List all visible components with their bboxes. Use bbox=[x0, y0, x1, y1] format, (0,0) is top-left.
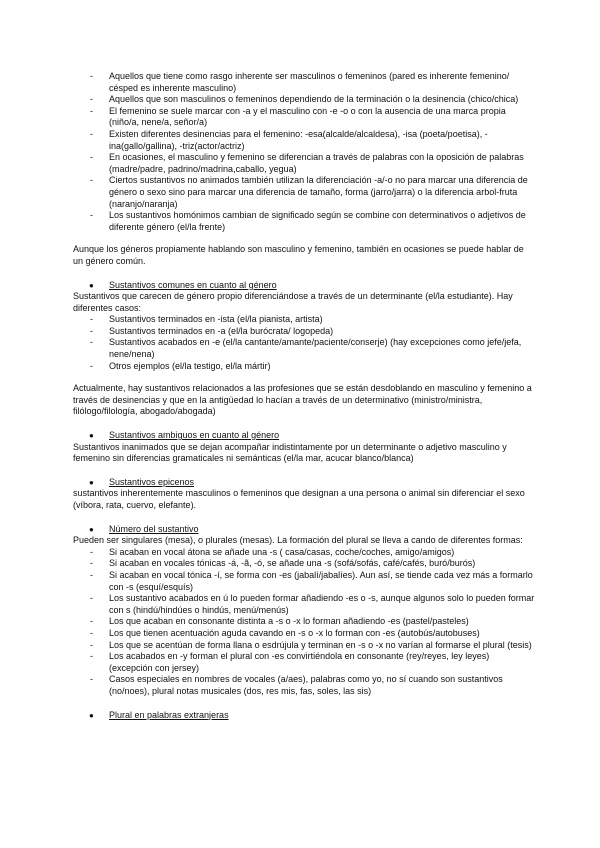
list-item: - El femenino se suele marcar con -a y el masculino con -e -o o con la ausencia de una marca propia (niño/a, nene/a, señor/a) bbox=[73, 106, 535, 129]
bullet-icon: ● bbox=[89, 710, 94, 720]
list-item: - Casos especiales en nombres de vocales (a/aes), palabras como yo, no sí cuando son sustantivos (no/noes), plural notas musicales (dos, res mis, fas, soles, las sis) bbox=[73, 674, 535, 697]
section-description: Sustantivos que carecen de género propio diferenciándose a través de un determinante (el/la estudiante). Hay diferentes casos: bbox=[73, 291, 513, 313]
section-heading-numero bbox=[73, 524, 535, 536]
comunes-list bbox=[73, 314, 535, 372]
list-item: - Si acaban en vocal átona se añade una -s ( casa/casas, coche/coches, amigo/amigos) bbox=[73, 547, 535, 559]
bullet-icon: ● bbox=[89, 524, 94, 534]
list-item: - Aquellos que tiene como rasgo inherente ser masculinos o femeninos (pared es inherente femenino/ césped es inherente masculino) bbox=[73, 71, 535, 94]
section-title: Sustantivos epicenos bbox=[109, 476, 195, 487]
list-item: - Si acaban en vocales tónicas -á, -ã, -ó, se añade una -s (sofá/sofás, café/cafés, buró/burós) bbox=[73, 558, 535, 570]
paragraph-generos: Aunque los géneros propiamente hablando son masculino y femenino, también en ocasiones se puede hablar de un género común. bbox=[73, 244, 524, 266]
section-heading-comunes bbox=[73, 280, 535, 292]
section-heading-extranjeras bbox=[73, 710, 535, 722]
bullet-icon: ● bbox=[89, 431, 94, 441]
list-item: - Si acaban en vocal tónica -í, se forma con -es (jabalí/jabalíes). Aun así, se tiende cada vez más a formarlo con -s (esquí/esquís) bbox=[73, 570, 535, 593]
list-item: - Existen diferentes desinencias para el femenino: -esa(alcalde/alcaldesa), -isa (poeta/poetisa), -ina(gallo/gallina), -triz(actor/actriz) bbox=[73, 129, 535, 152]
document-body bbox=[73, 71, 535, 721]
list-item: - Los que acaban en consonante distinta a -s o -x lo forman añadiendo -es (pastel/pasteles) bbox=[73, 616, 535, 628]
section-title: Número del sustantivo bbox=[109, 523, 199, 534]
plural-rules-list bbox=[73, 547, 535, 698]
section-title: Plural en palabras extranjeras bbox=[109, 709, 229, 720]
section-description: Pueden ser singulares (mesa), o plurales (mesas). La formación del plural se lleva a cando de diferentes formas: bbox=[73, 535, 523, 546]
bullet-icon: ● bbox=[89, 477, 94, 487]
bullet-icon: ● bbox=[89, 280, 94, 290]
list-item: - Sustantivos terminados en -ista (el/la pianista, artista) bbox=[73, 314, 535, 326]
list-item: - Aquellos que son masculinos o femeninos dependiendo de la terminación o la desinencia (chico/chica) bbox=[73, 94, 535, 106]
list-item: - En ocasiones, el masculino y femenino se diferencian a través de palabras con la oposición de palabras (madre/padre, padrino/madrina,caballo, yegua) bbox=[73, 152, 535, 175]
list-item: - Los acabados en -y forman el plural con -es convirtiéndola en consonante (rey/reyes, ley leyes) (excepción con jersey) bbox=[73, 651, 535, 674]
list-item: - Otros ejemplos (el/la testigo, el/la mártir) bbox=[73, 361, 535, 373]
list-item: - Sustantivos acabados en -e (el/la cantante/amante/paciente/conserje) (hay excepciones como jefe/jefa, nene/nena) bbox=[73, 337, 535, 360]
list-item: - Ciertos sustantivos no animados también utilizan la diferenciación -a/-o no para marcar una diferencia de género o sexo sino para marcar una diferencia de tamaño, forma (jarro/jarra) o la diferencia arbol-fruta (naranjo/naranja) bbox=[73, 175, 535, 210]
section-description: sustantivos inherentemente masculinos o femeninos que designan a una persona o animal sin diferenciar el sexo (víbora, rata, cuervo, elefante). bbox=[73, 488, 525, 510]
list-item: - Los sustantivos homónimos cambian de significado según se combine con determinativos o adjetivos de diferente género (el/la frente) bbox=[73, 210, 535, 233]
list-item: - Los que se acentúan de forma llana o esdrújula y terminan en -s o -x no varían al formarse el plural (tesis) bbox=[73, 640, 535, 652]
paragraph-profesiones: Actualmente, hay sustantivos relacionados a las profesiones que se están desdoblando en masculino y femenino a través de desinencias y que en la antigüedad lo hacían a través de un determinativo (ministro/ministra, filólogo/filología, abogado/abogada) bbox=[73, 383, 532, 417]
section-title: Sustantivos comunes en cuanto al género bbox=[109, 279, 277, 290]
list-item: - Sustantivos terminados en -a (el/la burócrata/ logopeda) bbox=[73, 326, 535, 338]
section-description: Sustantivos inanimados que se dejan acompañar indistintamente por un determinante o adjetivo masculino y femenino sin diferencias gramaticales ni semánticas (el/la mar, acucar blanco/blanca) bbox=[73, 441, 507, 464]
section-title: Sustantivos ambiguos en cuanto al género bbox=[109, 430, 280, 441]
list-item: - Los que tienen acentuación aguda cavando en -s o -x lo forman con -es (autobús/autobuses) bbox=[73, 628, 535, 640]
list-item: - Los sustantivo acabados en ú lo pueden formar añadiendo -es o -s, aunque algunos solo lo pueden formar con s (hindú/hindúes o hindús, menú/menús) bbox=[73, 593, 535, 616]
section-heading-ambiguos bbox=[73, 430, 535, 442]
section-heading-epicenos bbox=[73, 477, 535, 489]
gender-rules-list bbox=[73, 71, 535, 233]
